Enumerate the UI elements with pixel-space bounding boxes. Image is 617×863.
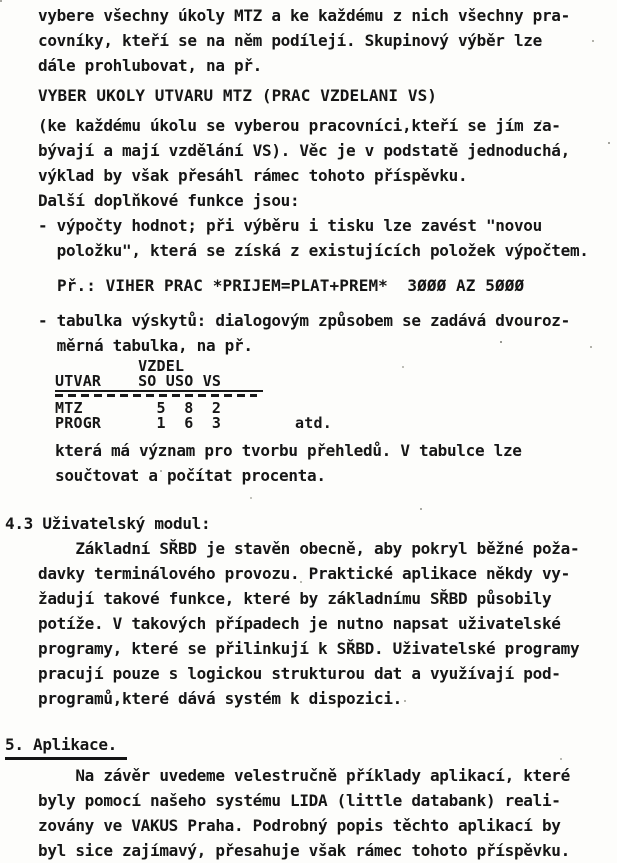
heading-text: 4.3 Uživatelský modul:: [5, 514, 211, 533]
heading-underline: 5. Aplikace.: [5, 732, 127, 760]
scan-noise-speckles: [0, 0, 2, 2]
table-row-mtz: MTZ 5 8 2: [55, 399, 222, 417]
table-super-header-vzdel: VZDEL: [55, 357, 185, 375]
text-line: byl sice zajímavý, přesahuje však rámec tohoto příspěvku.: [38, 841, 570, 860]
text-line: zovány ve VAKUS Praha. Podrobný popis těchto aplikací by: [38, 816, 561, 835]
table-divider-dashed-line: [55, 394, 257, 397]
section-heading-4-3: [5, 511, 210, 536]
text-line: covníky, kteří se na něm podílejí. Skupinový výběr lze: [38, 31, 542, 50]
text-line: (ke každému úkolu se vyberou pracovníci,kteří se jím za-: [38, 116, 561, 135]
bullet-item-tabulka-vyskytu: [38, 308, 570, 358]
text-line: programů,které dává systém k dispozici.: [38, 689, 402, 708]
command-text: Př.: VIHER PRAC *PRIJEM=PLAT+PREM* 3ØØØ AZ 5ØØØ: [57, 276, 525, 295]
text-line: davky terminálového provozu. Praktické aplikace někdy vy-: [38, 564, 570, 583]
text-line: žadují takové funkce, které by základnímu SŘBD působily: [38, 589, 552, 608]
text-line: Na závěr uvedeme velestručně příklady aplikací, které: [38, 766, 570, 785]
paragraph-table-note: [55, 438, 522, 488]
bullet-item-vypocty-hodnot: [38, 213, 589, 263]
table-header-underline: UTVAR SO USO VS: [55, 374, 263, 392]
text-line: - tabulka výskytů: dialogovým způsobem se zadává dvouroz-: [38, 311, 570, 330]
text-line: která má význam pro tvorbu přehledů. V tabulce lze: [55, 441, 522, 460]
text-line: položku", která se získá z existujících položek výpočtem.: [38, 241, 589, 260]
command-text: VYBER UKOLY UTVARU MTZ (PRAC VZDELANI VS): [38, 86, 438, 105]
occurrence-table: [55, 359, 332, 431]
text-line: potíže. V takových případech je nutno napsat uživatelské: [38, 614, 561, 633]
text-line: - výpočty hodnot; při výběru i tisku lze zavést "novou: [38, 216, 542, 235]
text-line: bývají a mají vzdělání VS). Věc je v podstatě jednoduchá,: [38, 141, 570, 160]
table-row-progr: PROGR 1 6 3 atd.: [55, 414, 332, 432]
text-line: Další doplňkové funkce jsou:: [38, 191, 300, 210]
paragraph-section-4-3: [38, 536, 579, 711]
text-line: součtovat a počítat procenta.: [55, 466, 326, 485]
heading-text: [5, 732, 127, 760]
table-header-row: [55, 374, 332, 392]
paragraph-group-select: [38, 3, 570, 78]
paragraph-explanation: [38, 113, 570, 213]
text-line: Základní SŘBD je stavěn obecně, aby pokryl běžné poža-: [38, 539, 580, 558]
command-example-vyber-prac: [57, 273, 524, 298]
text-line: pracují pouze s logickou strukturou dat a využívají pod-: [38, 664, 561, 683]
text-line: dále prohlubovat, na př.: [38, 56, 262, 75]
paragraph-section-5: [38, 763, 570, 863]
text-line: měrná tabulka, na př.: [38, 336, 253, 355]
text-line: programy, které se přilinkují k SŘBD. Uživatelské programy: [38, 639, 580, 658]
text-line: výklad by však přesáhl rámec tohoto příspěvku.: [38, 166, 468, 185]
text-line: vybere všechny úkoly MTZ a ke každému z nich všechny pra-: [38, 6, 570, 25]
command-example-vyber-ukoly: [38, 83, 437, 108]
text-line: byly pomocí našeho systému LIDA (little databank) reali-: [38, 791, 561, 810]
section-heading-5: [5, 732, 127, 760]
